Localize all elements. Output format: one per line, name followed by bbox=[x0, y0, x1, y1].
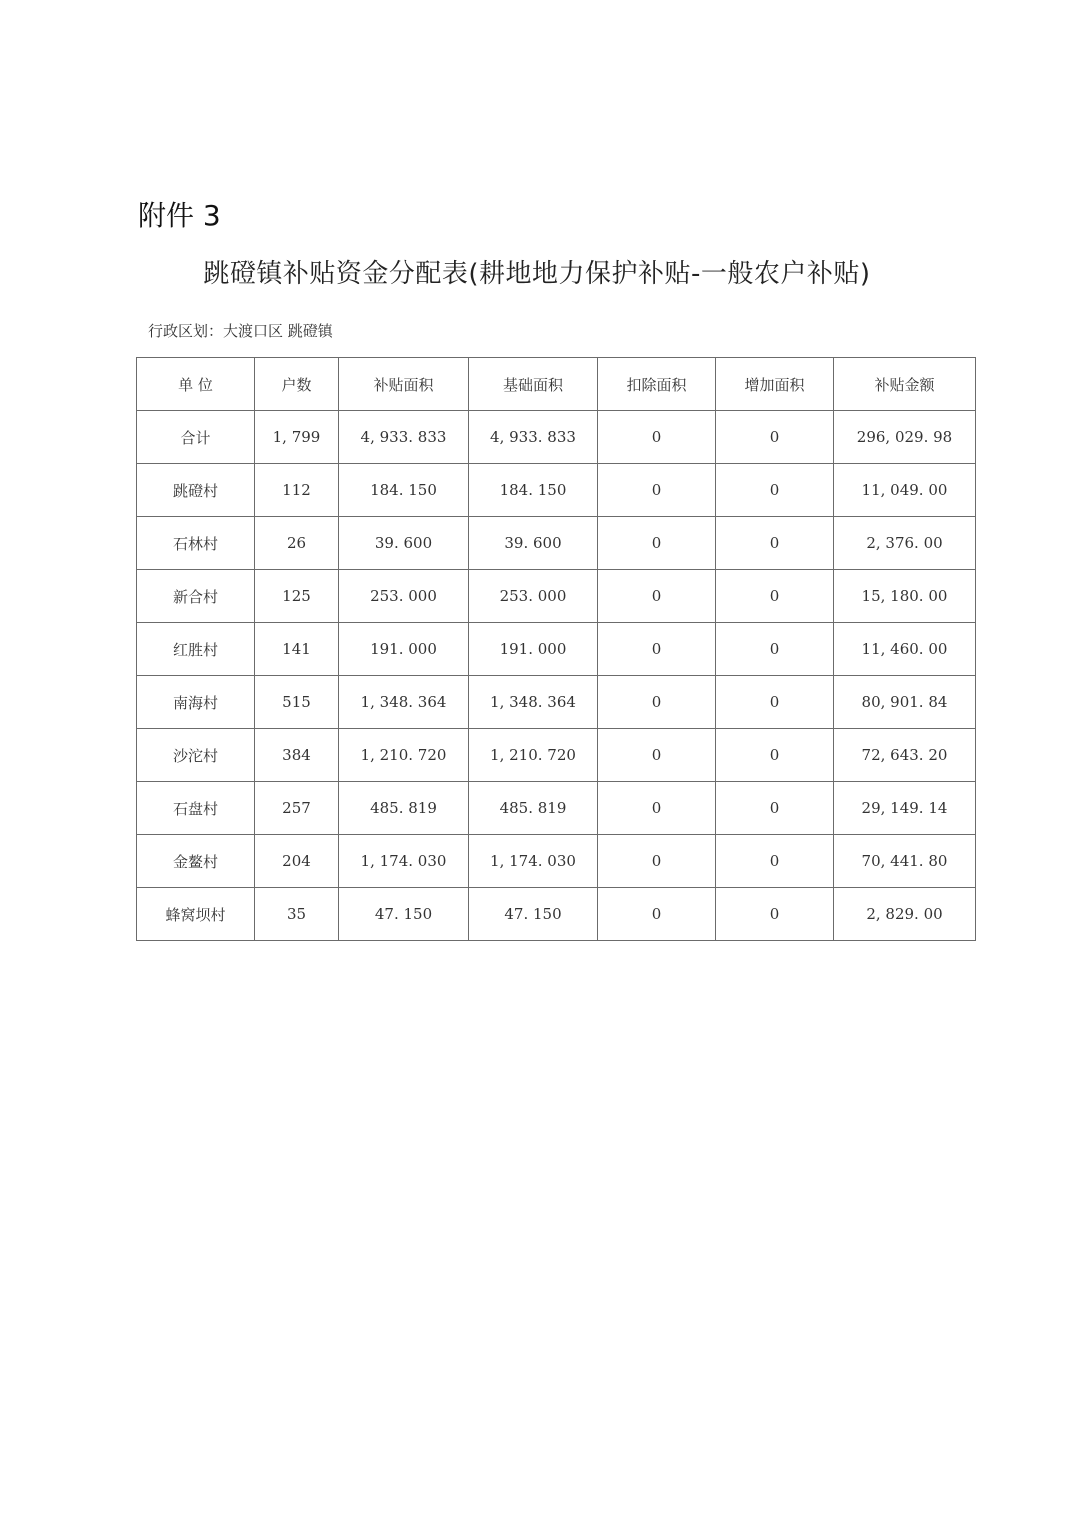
header-unit: 单 位 bbox=[137, 358, 255, 411]
cell-unit: 红胜村 bbox=[137, 623, 255, 676]
cell-deducted-area: 0 bbox=[598, 570, 716, 623]
cell-unit: 金鳌村 bbox=[137, 835, 255, 888]
table-row bbox=[137, 888, 976, 941]
header-households: 户数 bbox=[255, 358, 339, 411]
cell-added-area: 0 bbox=[716, 517, 834, 570]
cell-unit: 合计 bbox=[137, 411, 255, 464]
cell-subsidy-amount: 29, 149. 14 bbox=[834, 782, 976, 835]
cell-households: 26 bbox=[255, 517, 339, 570]
cell-households: 125 bbox=[255, 570, 339, 623]
cell-unit: 蜂窝坝村 bbox=[137, 888, 255, 941]
cell-added-area: 0 bbox=[716, 411, 834, 464]
cell-households: 1, 799 bbox=[255, 411, 339, 464]
cell-unit: 南海村 bbox=[137, 676, 255, 729]
cell-added-area: 0 bbox=[716, 570, 834, 623]
cell-added-area: 0 bbox=[716, 835, 834, 888]
cell-deducted-area: 0 bbox=[598, 729, 716, 782]
cell-households: 112 bbox=[255, 464, 339, 517]
cell-unit: 沙沱村 bbox=[137, 729, 255, 782]
cell-subsidy-amount: 72, 643. 20 bbox=[834, 729, 976, 782]
table-header-row bbox=[137, 358, 976, 411]
cell-base-area: 47. 150 bbox=[469, 888, 598, 941]
cell-subsidy-amount: 80, 901. 84 bbox=[834, 676, 976, 729]
header-added-area: 增加面积 bbox=[716, 358, 834, 411]
cell-deducted-area: 0 bbox=[598, 517, 716, 570]
table-row bbox=[137, 729, 976, 782]
cell-subsidy-amount: 2, 829. 00 bbox=[834, 888, 976, 941]
allocation-table bbox=[136, 357, 976, 941]
header-subsidy-amount: 补贴金额 bbox=[834, 358, 976, 411]
cell-base-area: 253. 000 bbox=[469, 570, 598, 623]
table-row bbox=[137, 676, 976, 729]
cell-subsidy-area: 1, 174. 030 bbox=[339, 835, 469, 888]
cell-added-area: 0 bbox=[716, 782, 834, 835]
cell-deducted-area: 0 bbox=[598, 464, 716, 517]
cell-base-area: 1, 348. 364 bbox=[469, 676, 598, 729]
cell-households: 141 bbox=[255, 623, 339, 676]
cell-subsidy-area: 184. 150 bbox=[339, 464, 469, 517]
cell-unit: 石盘村 bbox=[137, 782, 255, 835]
document-title: 跳磴镇补贴资金分配表(耕地地力保护补贴-一般农户补贴) bbox=[203, 259, 871, 289]
cell-subsidy-area: 1, 210. 720 bbox=[339, 729, 469, 782]
cell-added-area: 0 bbox=[716, 888, 834, 941]
cell-subsidy-area: 253. 000 bbox=[339, 570, 469, 623]
cell-households: 204 bbox=[255, 835, 339, 888]
cell-deducted-area: 0 bbox=[598, 835, 716, 888]
cell-subsidy-area: 39. 600 bbox=[339, 517, 469, 570]
cell-base-area: 39. 600 bbox=[469, 517, 598, 570]
table-row bbox=[137, 835, 976, 888]
cell-added-area: 0 bbox=[716, 676, 834, 729]
cell-subsidy-area: 4, 933. 833 bbox=[339, 411, 469, 464]
cell-base-area: 1, 174. 030 bbox=[469, 835, 598, 888]
table-row bbox=[137, 517, 976, 570]
cell-deducted-area: 0 bbox=[598, 782, 716, 835]
cell-households: 35 bbox=[255, 888, 339, 941]
cell-subsidy-area: 47. 150 bbox=[339, 888, 469, 941]
header-base-area: 基础面积 bbox=[469, 358, 598, 411]
cell-subsidy-amount: 11, 049. 00 bbox=[834, 464, 976, 517]
cell-subsidy-amount: 15, 180. 00 bbox=[834, 570, 976, 623]
cell-unit: 新合村 bbox=[137, 570, 255, 623]
cell-added-area: 0 bbox=[716, 729, 834, 782]
cell-base-area: 191. 000 bbox=[469, 623, 598, 676]
cell-base-area: 184. 150 bbox=[469, 464, 598, 517]
cell-added-area: 0 bbox=[716, 464, 834, 517]
cell-deducted-area: 0 bbox=[598, 411, 716, 464]
cell-added-area: 0 bbox=[716, 623, 834, 676]
table-row bbox=[137, 623, 976, 676]
cell-unit: 石林村 bbox=[137, 517, 255, 570]
attachment-label: 附件 3 bbox=[138, 199, 221, 232]
region-line: 行政区划：大渡口区 跳磴镇 bbox=[148, 322, 333, 340]
cell-deducted-area: 0 bbox=[598, 623, 716, 676]
header-deducted-area: 扣除面积 bbox=[598, 358, 716, 411]
cell-deducted-area: 0 bbox=[598, 888, 716, 941]
table-row bbox=[137, 570, 976, 623]
cell-subsidy-area: 485. 819 bbox=[339, 782, 469, 835]
cell-subsidy-area: 191. 000 bbox=[339, 623, 469, 676]
cell-deducted-area: 0 bbox=[598, 676, 716, 729]
cell-households: 257 bbox=[255, 782, 339, 835]
cell-households: 384 bbox=[255, 729, 339, 782]
cell-base-area: 485. 819 bbox=[469, 782, 598, 835]
cell-unit: 跳磴村 bbox=[137, 464, 255, 517]
table-row bbox=[137, 782, 976, 835]
header-subsidy-area: 补贴面积 bbox=[339, 358, 469, 411]
table-row-total bbox=[137, 411, 976, 464]
cell-base-area: 1, 210. 720 bbox=[469, 729, 598, 782]
cell-subsidy-amount: 70, 441. 80 bbox=[834, 835, 976, 888]
cell-subsidy-amount: 296, 029. 98 bbox=[834, 411, 976, 464]
table-row bbox=[137, 464, 976, 517]
cell-households: 515 bbox=[255, 676, 339, 729]
cell-subsidy-amount: 11, 460. 00 bbox=[834, 623, 976, 676]
cell-subsidy-area: 1, 348. 364 bbox=[339, 676, 469, 729]
cell-base-area: 4, 933. 833 bbox=[469, 411, 598, 464]
cell-subsidy-amount: 2, 376. 00 bbox=[834, 517, 976, 570]
